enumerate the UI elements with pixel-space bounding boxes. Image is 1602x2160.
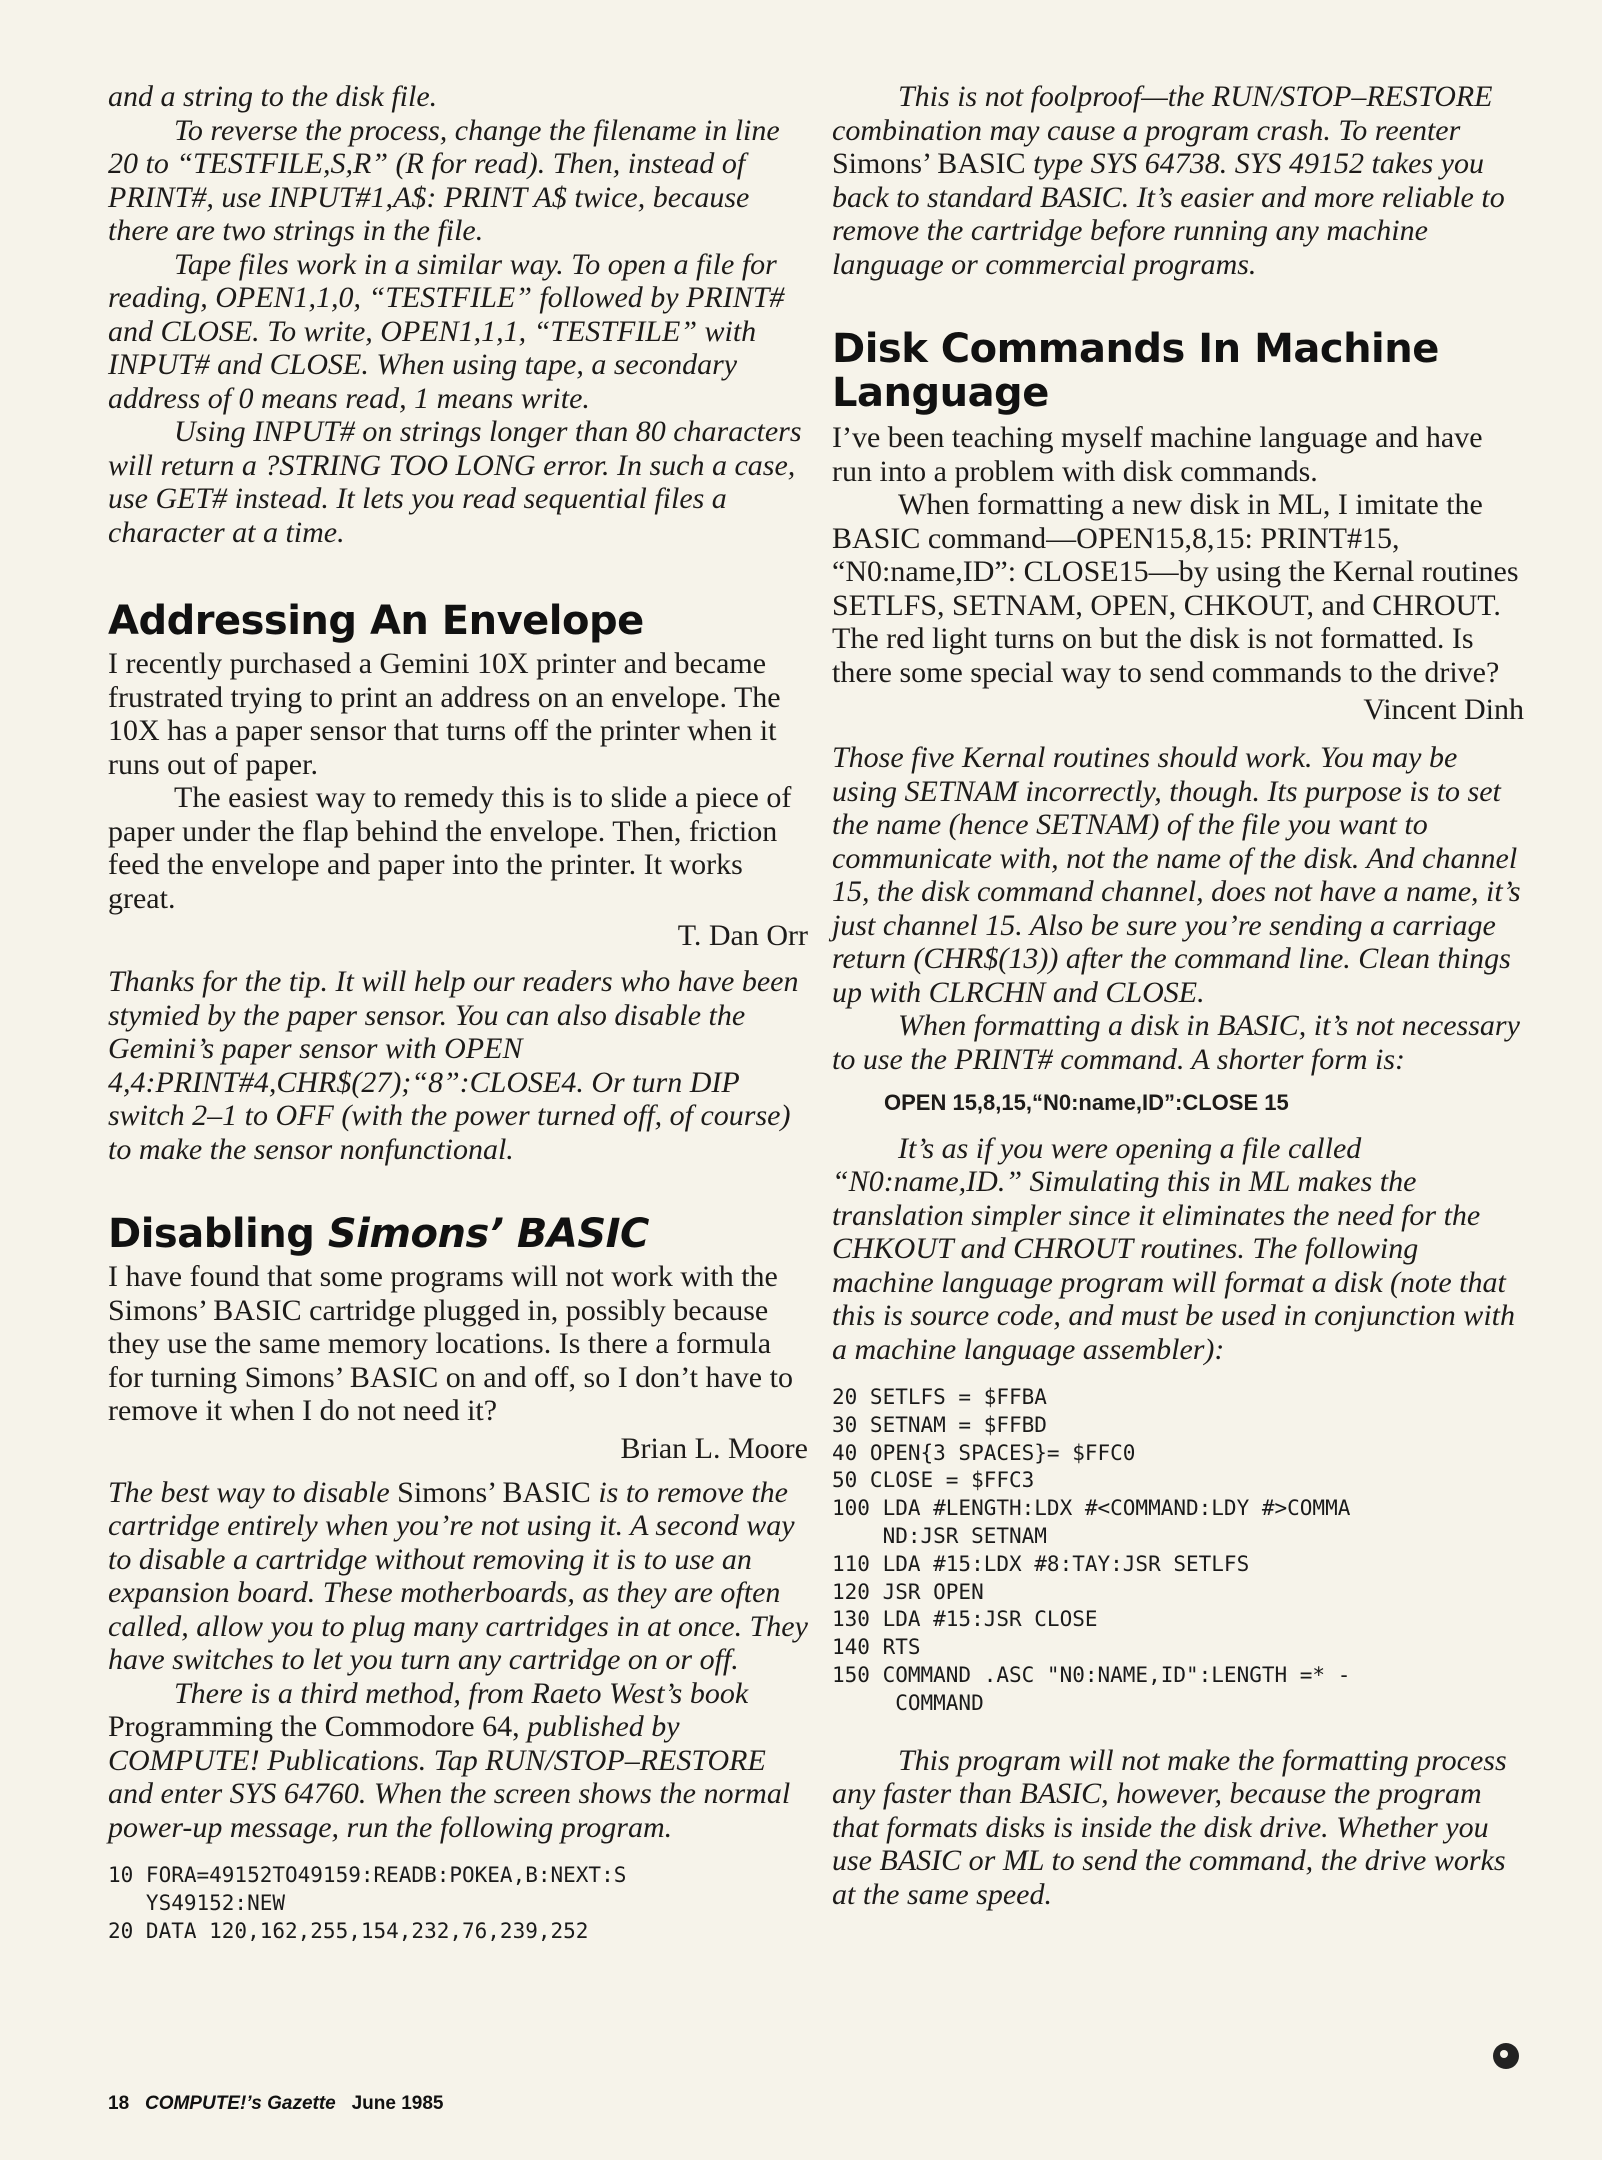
section-heading: [108, 1212, 808, 1256]
answer-paragraph: The best way to disable Simons’ BASIC is to remove the cartridge entirely when you’re not using it. A second way to disable a cartridge without removing it is to use an expansion board. These motherboards, as they are often called, allow you to plug many cartridges in at once. They have switches to let you turn any cartridge on or off.: [108, 1475, 808, 1676]
right-column: [832, 80, 1524, 1911]
code-listing: 10 FORA=49152TO49159:READB:POKEA,B:NEXT:S YS49152:NEW 20 DATA 120,162,255,154,232,76,239,252: [108, 1863, 627, 1943]
answer-paragraph: When formatting a disk in BASIC, it’s not necessary to use the PRINT# command. A shorter form is:: [832, 1009, 1520, 1076]
paragraph: Tape files work in a similar way. To open a file for reading, OPEN1,1,0, “TESTFILE” followed by PRINT# and CLOSE. To write, OPEN1,1,1, “TESTFILE” with INPUT# and CLOSE. When using tape, a secondary address of 0 means read, 1 means write.: [108, 247, 785, 415]
command-line: OPEN 15,8,15,“N0:name,ID”:CLOSE 15: [884, 1090, 1289, 1115]
page-footer: [108, 2093, 443, 2115]
letter-paragraph: I’ve been teaching myself machine language and have run into a problem with disk commands.: [832, 421, 1483, 488]
page-number: 18: [108, 2093, 130, 2114]
letter-paragraph: The easiest way to remedy this is to slide a piece of paper under the flap behind the envelope. Then, friction feed the envelope and paper into the printer. It works great.: [108, 781, 792, 915]
magazine-title: COMPUTE!’s Gazette: [144, 2093, 336, 2114]
answer-paragraph: Thanks for the tip. It will help our readers who have been stymied by the paper sensor. You can also disable the Gemini’s paper sensor with OPEN 4,4:PRINT#4,CHR$(27);“8”:CLOSE4. Or turn DIP switch 2–1 to OFF (with the power turned off, of course) to make the sensor nonfunctional.: [108, 965, 799, 1166]
paragraph: To reverse the process, change the filename in line 20 to “TESTFILE,S,R” (R for read). Then, instead of PRINT#, use INPUT#1,A$: PRINT A$ twice, because there are two strings in the file.: [108, 113, 780, 247]
heading-text: Disabling: [108, 1211, 315, 1257]
answer-paragraph: It’s as if you were opening a file called “N0:name,ID.” Simulating this in ML makes the translation simpler since it eliminates the need for the CHKOUT and CHROUT routines. The following machine language program will format a disk (note that this is source code, and must be used in conjunction with a machine language assembler):: [832, 1131, 1515, 1366]
answer-paragraph: This is not foolproof—the RUN/STOP–RESTORE combination may cause a program crash. To reenter Simons’ BASIC type SYS 64738. SYS 49152 takes you back to standard BASIC. It’s easier and more reliable to remove the cartridge before running any machine language or commercial programs.: [832, 80, 1505, 281]
left-column: [108, 80, 808, 1945]
letter-signature: Vincent Dinh: [1363, 693, 1524, 726]
section-heading: Disk Commands In Machine Language: [832, 326, 1439, 416]
answer-paragraph: This program will not make the formatting process any faster than BASIC, however, because the program that formats disks is inside the disk drive. Whether you use BASIC or ML to send the command, the drive works at the same speed.: [832, 1743, 1507, 1911]
letter-paragraph: I recently purchased a Gemini 10X printer and became frustrated trying to print an address on an envelope. The 10X has a paper sensor that turns off the printer when it runs out of paper.: [108, 647, 781, 781]
letter-signature: T. Dan Orr: [677, 919, 808, 952]
paragraph: Using INPUT# on strings longer than 80 characters will return a ?STRING TOO LONG error. In such a case, use GET# instead. It lets you read sequential files a character at a time.: [108, 415, 802, 549]
letter-paragraph: I have found that some programs will not work with the Simons’ BASIC cartridge plugged in, possibly because they use the same memory locations. Is there a formula for turning Simons’ BASIC on and off, so I don’t have to remove it when I do not need it?: [108, 1260, 793, 1427]
paragraph: and a string to the disk file.: [108, 80, 438, 113]
letter-signature: Brian L. Moore: [620, 1431, 808, 1465]
issue-date: June 1985: [351, 2093, 444, 2114]
answer-paragraph: Those five Kernal routines should work. You may be using SETNAM incorrectly, though. Its purpose is to set the name (hence SETNAM) of the file you want to communicate with, not the name of the disk. And channel 15, the disk command channel, does not have a name, it’s just channel 15. Also be sure you’re sending a carriage return (CHR$(13)) after the command line. Clean things up with CLRCHN and CLOSE.: [832, 741, 1521, 1009]
heading-italic-text: Simons’ BASIC: [327, 1211, 649, 1257]
code-listing: 20 SETLFS = $FFBA 30 SETNAM = $FFBD 40 OPEN{3 SPACES}= $FFC0 50 CLOSE = $FFC3 100 LDA #LENGTH:LDX #<COMMAND:LDY #>COMMA ND:JSR SETNAM 110 LDA #15:LDX #8:TAY:JSR SETLFS 120 JSR OPEN 130 LDA #15:JSR CLOSE 140 RTS 150 COMMAND .ASC "N0:NAME,ID":LENGTH =* - COMMAND: [832, 1385, 1351, 1715]
letter-paragraph: When formatting a new disk in ML, I imitate the BASIC command—OPEN15,8,15: PRINT#15, “N0:name,ID”: CLOSE15—by using the Kernal routines SETLFS, SETNAM, OPEN, CHKOUT, and CHROUT. The red light turns on but the disk is not formatted. Is there some special way to send commands to the drive?: [832, 488, 1519, 689]
end-mark-icon: [1493, 2043, 1519, 2069]
answer-paragraph: There is a third method, from Raeto West’s book Programming the Commodore 64, published by COMPUTE! Publications. Tap RUN/STOP–RESTORE and enter SYS 64760. When the screen shows the normal power-up message, run the following program.: [108, 1676, 791, 1844]
section-heading: Addressing An Envelope: [108, 598, 644, 644]
